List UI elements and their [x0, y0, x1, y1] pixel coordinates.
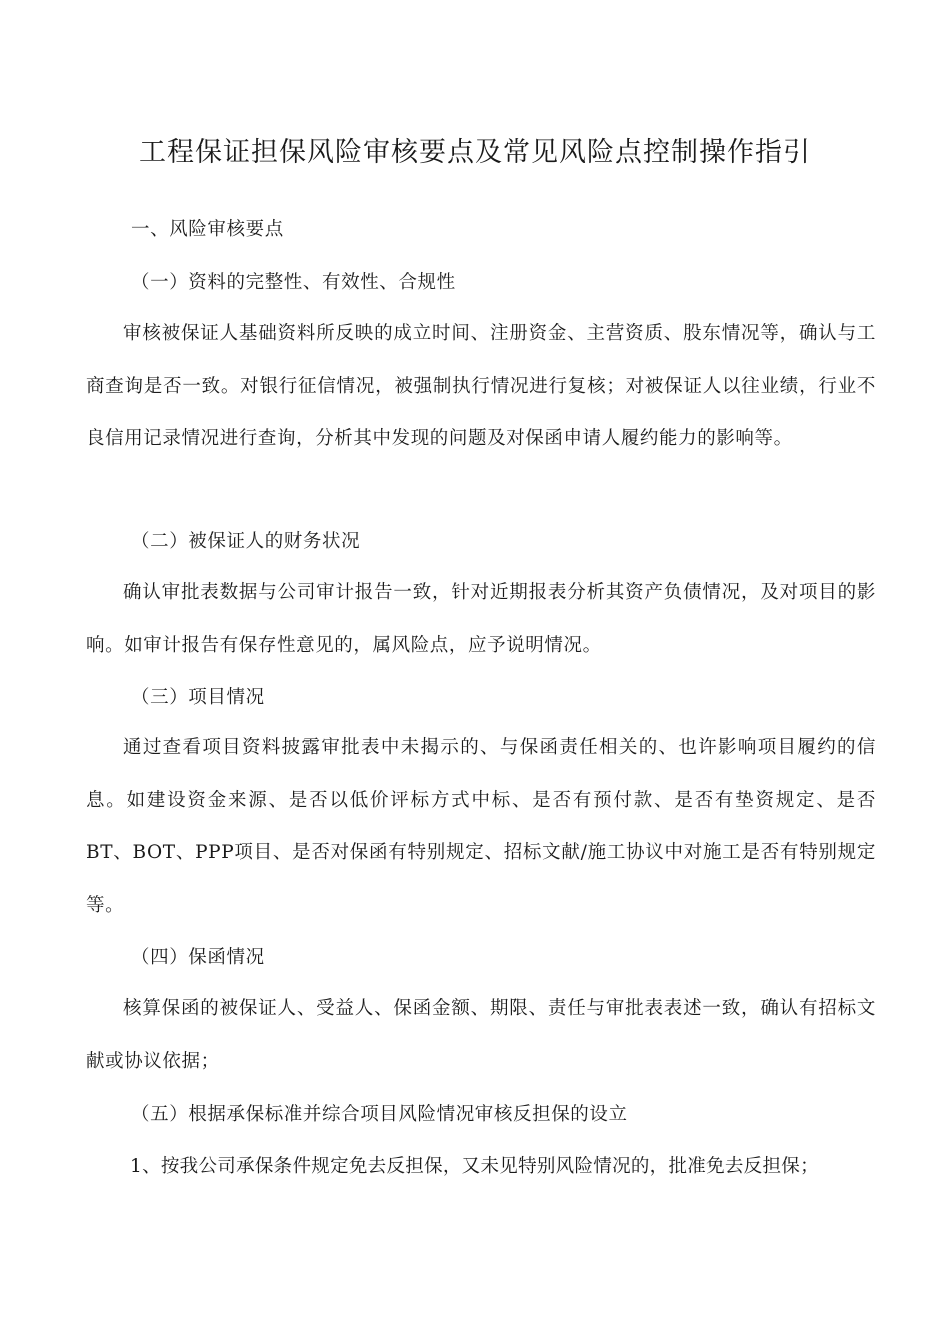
paragraph-3: 通过查看项目资料披露审批表中未揭示的、与保函责任相关的、也许影响项目履约的信息。如建设资金来源、是否以低价评标方式中标、是否有预付款、是否有垫资规定、是否BT、BOT、PPP项目、是否对保函有特别规定、招标文献/施工协议中对施工是否有特别规定等。	[86, 737, 876, 916]
subsection-heading-5: （五）根据承保标准并综合项目风险情况审核反担保的设立	[131, 1104, 628, 1125]
paragraph-1: 审核被保证人基础资料所反映的成立时间、注册资金、主营资质、股东情况等，确认与工商查询是否一致。对银行征信情况，被强制执行情况进行复核；对被保证人以往业绩，行业不良信用记录情况进行查询，分析其中发现的问题及对保函申请人履约能力的影响等。	[86, 323, 876, 449]
subsection-heading-2: （二）被保证人的财务状况	[131, 531, 361, 552]
subsection-heading-4: （四）保函情况	[131, 947, 265, 968]
paragraph-4: 核算保函的被保证人、受益人、保函金额、期限、责任与审批表表述一致，确认有招标文献或协议依据；	[86, 998, 876, 1072]
paragraph-2: 确认审批表数据与公司审计报告一致，针对近期报表分析其资产负债情况，及对项目的影响。如审计报告有保存性意见的，属风险点，应予说明情况。	[86, 582, 876, 656]
paragraph-5: 1、按我公司承保条件规定免去反担保，又未见特别风险情况的，批准免去反担保；	[130, 1156, 819, 1177]
section-heading-1: 一、风险审核要点	[131, 219, 284, 240]
subsection-heading-1: （一）资料的完整性、有效性、合规性	[131, 272, 456, 293]
subsection-heading-3: （三）项目情况	[131, 687, 265, 708]
document-title: 工程保证担保风险审核要点及常见风险点控制操作指引	[139, 137, 811, 168]
